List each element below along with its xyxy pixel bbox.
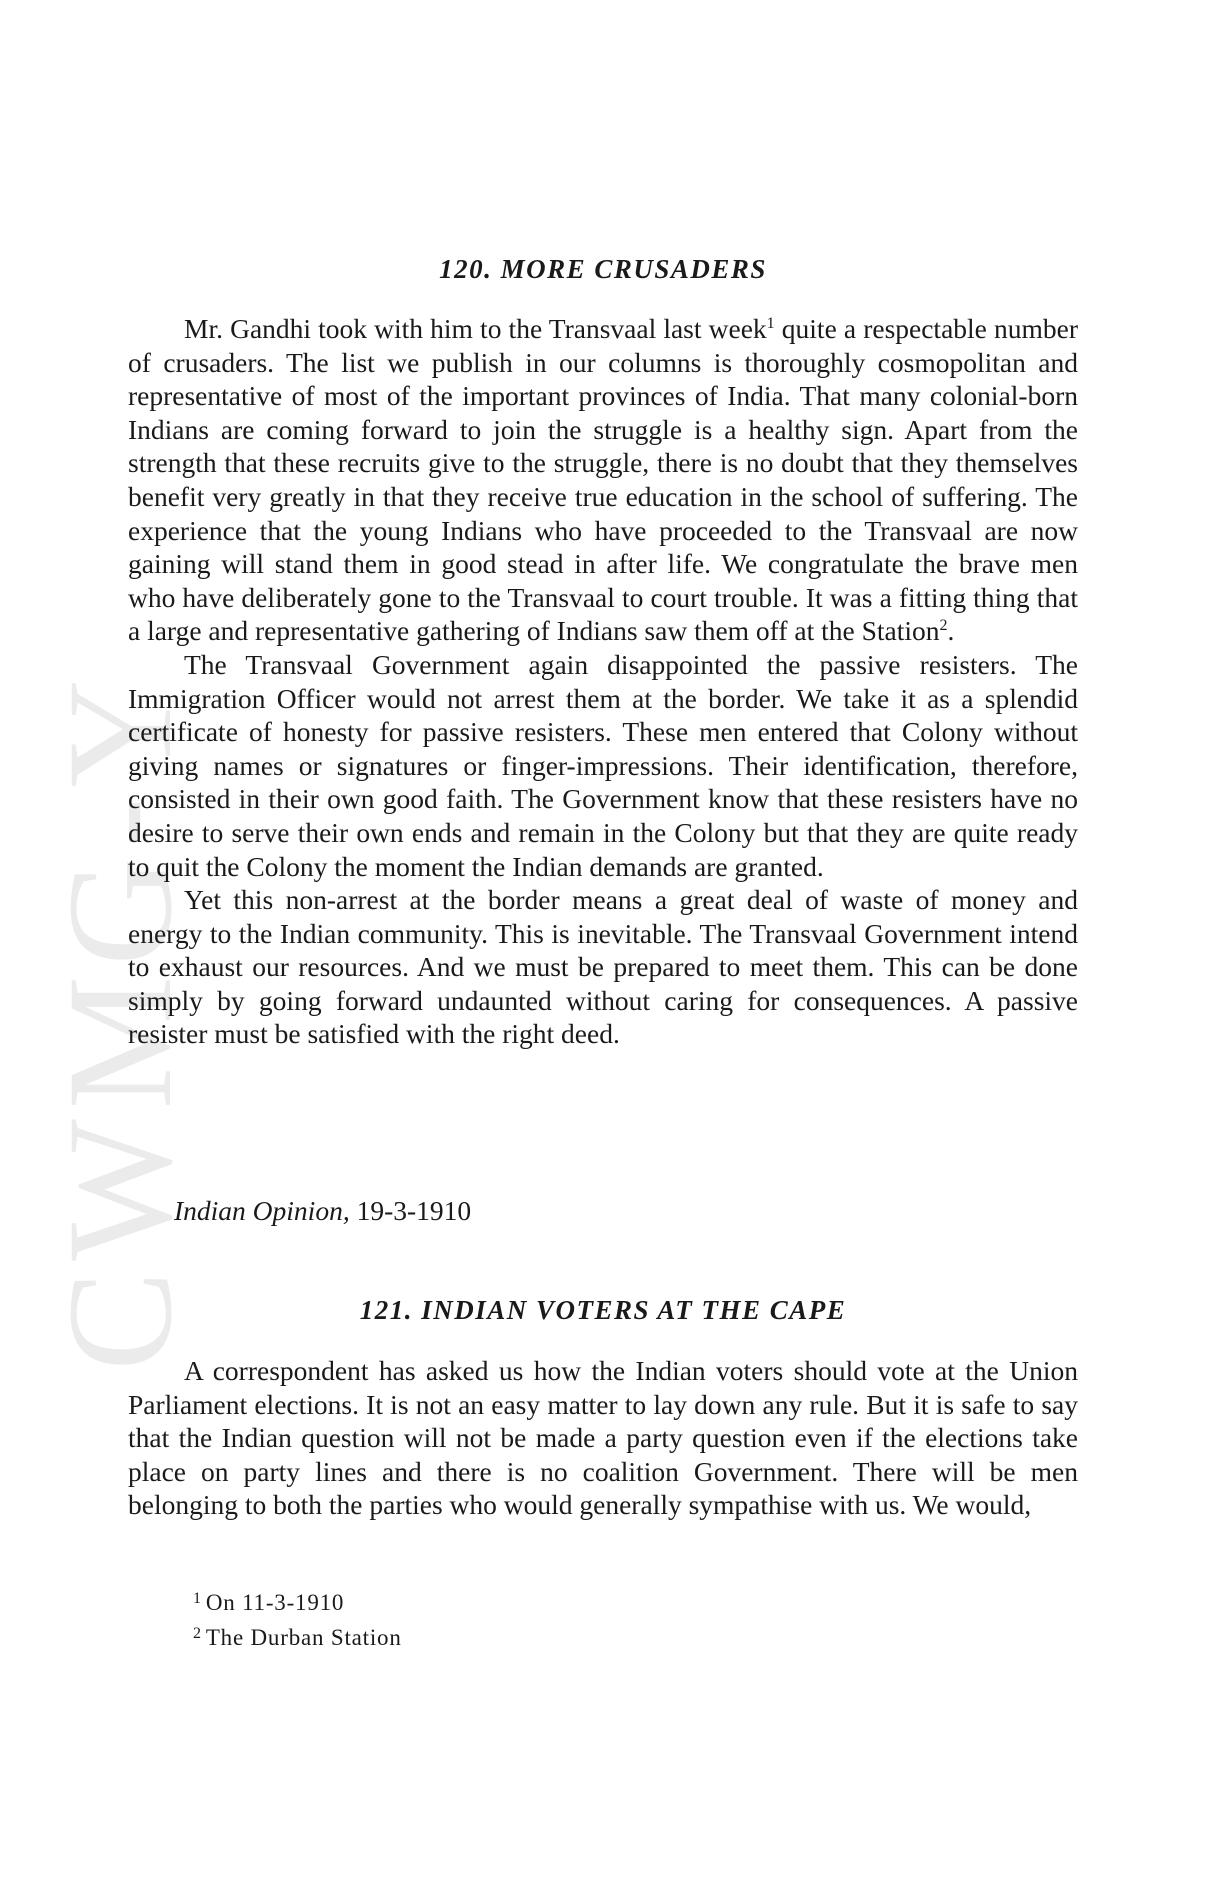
paragraph-4: A correspondent has asked us how the Indian voters should vote at the Union Parliament elections. It is not an easy matter to lay down any rule. But it is safe to say that the Indian question will not be made a party question even if the elections take place on party lines and there is no coalition Government. There will be men belonging to both the parties who would generally sympathise with us. We would, xyxy=(128,1355,1078,1521)
footnote-2 xyxy=(193,1618,402,1653)
footnote-1-text: On 11-3-1910 xyxy=(205,1590,345,1615)
footnotes xyxy=(193,1583,402,1653)
paragraph-3: Yet this non-arrest at the border means a great deal of waste of money and energy to the Indian community. This is inevitable. The Transvaal Government intend to exhaust our resources. And we must be prepared to meet them. This can be done simply by going forward undaunted without caring for consequences. A passive resister must be satisfied with the right deed. xyxy=(128,884,1078,1050)
paragraph-1 xyxy=(128,312,1078,648)
footnote-ref-2: 2 xyxy=(939,617,948,635)
paragraph-1-text-a: Mr. Gandhi took with him to the Transvaal last week xyxy=(184,313,767,344)
paragraph-2: The Transvaal Government again disappointed the passive resisters. The Immigration Officer would not arrest them at the border. We take it as a splendid certificate of honesty for passive resisters. These men entered that Colony without giving names or signatures or finger-impressions. Their identification, therefore, consisted in their own good faith. The Government know that these resisters have no desire to serve their own ends and remain in the Colony but that they are quite ready to quit the Colony the moment the Indian demands are granted. xyxy=(128,648,1078,882)
footnote-1-mark: 1 xyxy=(193,1590,202,1607)
section-121-heading: 121. INDIAN VOTERS AT THE CAPE xyxy=(359,1295,847,1325)
footnote-1 xyxy=(193,1583,402,1618)
section-121-body xyxy=(128,1354,1078,1522)
source-date: 19-3-1910 xyxy=(349,1195,472,1226)
section-120-heading: 120. MORE CRUSADERS xyxy=(439,254,767,284)
footnote-2-text: The Durban Station xyxy=(205,1625,402,1650)
watermark: CWMG-Y xyxy=(37,669,203,1371)
paragraph-1-text-b: quite a respectable number of crusaders. The list we publish in our columns is thoroughly cosmopolitan and representative of most of the important provinces of India. That many colonial-born Indians are coming forward to join the struggle is a healthy sign. Apart from the strength that these recruits give to the struggle, there is no doubt that they themselves benefit very greatly in that they receive true education in the school of suffering. The experience that the young Indians who have proceeded to the Transvaal are now gaining will stand them in good stead in after life. We congratulate the brave men who have deliberately gone to the Transvaal to court trouble. It was a fitting thing that a large and representative gathering of Indians saw them off at the Station xyxy=(128,313,1078,647)
footnote-ref-1: 1 xyxy=(766,314,775,332)
paragraph-1-text-c: . xyxy=(947,615,955,647)
section-120-body xyxy=(128,312,1078,1051)
footnote-2-mark: 2 xyxy=(193,1625,202,1642)
source-publication: Indian Opinion, xyxy=(174,1195,350,1226)
source-citation xyxy=(174,1194,471,1228)
